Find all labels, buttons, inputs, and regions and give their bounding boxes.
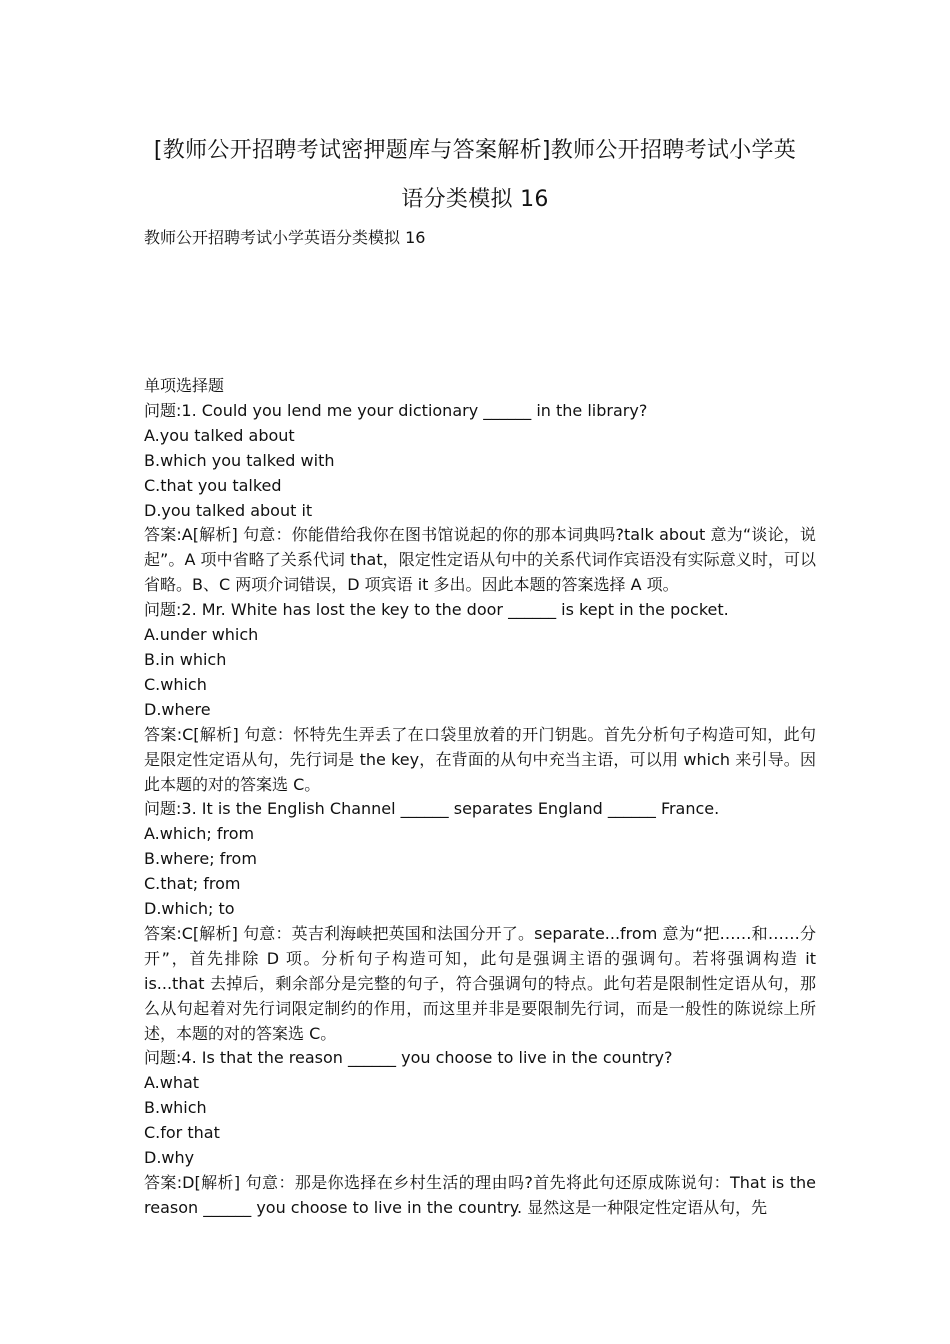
document-title-line-2: 语分类模拟 16: [401, 187, 549, 212]
option-a: A.under which: [144, 625, 259, 645]
option-d: D.where: [144, 699, 211, 719]
option-c: C.that you talked: [144, 475, 282, 495]
section-heading: 单项选择题: [144, 376, 225, 395]
question-stem: 问题:2. Mr. White has lost the key to the door ______ is kept in the pocket.: [144, 600, 729, 620]
question-stem: 问题:3. It is the English Channel ______ separates England ______ France.: [144, 799, 720, 819]
document-title-line-1: [教师公开招聘考试密押题库与答案解析]教师公开招聘考试小学英: [153, 138, 797, 163]
option-d: D.which; to: [144, 899, 235, 919]
option-a: A.you talked about: [144, 425, 295, 445]
answer-explanation: 答案:D[解析] 句意：那是你选择在乡村生活的理由吗?首先将此句还原成陈说句：That is the reason ______ you choose to live in the country. 显然这是一种限定性定语从句，先: [144, 1173, 816, 1217]
option-c: C.for that: [144, 1123, 220, 1143]
option-d: D.why: [144, 1148, 195, 1168]
question-list: [144, 374, 816, 1221]
option-b: B.where; from: [144, 849, 257, 869]
option-d: D.you talked about it: [144, 500, 313, 520]
option-c: C.which: [144, 674, 207, 694]
option-b: B.which you talked with: [144, 450, 335, 470]
option-b: B.in which: [144, 649, 227, 669]
document-subtitle: 教师公开招聘考试小学英语分类模拟 16: [144, 228, 426, 247]
answer-explanation: 答案:A[解析] 句意：你能借给我你在图书馆说起的你的那本词典吗?talk about 意为“谈论，说起”。A 项中省略了关系代词 that，限定性定语从句中的关系代词作宾语没有实际意义时，可以省略。B、C 两项介词错误，D 项宾语 it 多出。因此本题的答案选择 A 项。: [144, 525, 816, 595]
option-c: C.that; from: [144, 874, 241, 894]
option-b: B.which: [144, 1098, 207, 1118]
question-stem: 问题:4. Is that the reason ______ you choose to live in the country?: [144, 1048, 673, 1068]
question-stem: 问题:1. Could you lend me your dictionary ______ in the library?: [144, 400, 648, 420]
answer-explanation: 答案:C[解析] 句意：英吉利海峡把英国和法国分开了。separate...from 意为“把……和……分开”，首先排除 D 项。分析句子构造可知，此句是强调主语的强调句。若将强调构造 it is...that 去掉后，剩余部分是完整的句子，符合强调句的特点。此句若是限制性定语从句，那么从句起着对先行词限定制约的作用，而这里并非是要限制先行词，而是一般性的陈说综上所述，本题的对的答案选 C。: [144, 923, 816, 1043]
option-a: A.which; from: [144, 824, 255, 844]
answer-explanation: 答案:C[解析] 句意：怀特先生弄丢了在口袋里放着的开门钥匙。首先分析句子构造可知，此句是限定性定语从句，先行词是 the key，在背面的从句中充当主语，可以用 which 来引导。因此本题的对的答案选 C。: [144, 724, 816, 794]
option-a: A.what: [144, 1073, 200, 1093]
